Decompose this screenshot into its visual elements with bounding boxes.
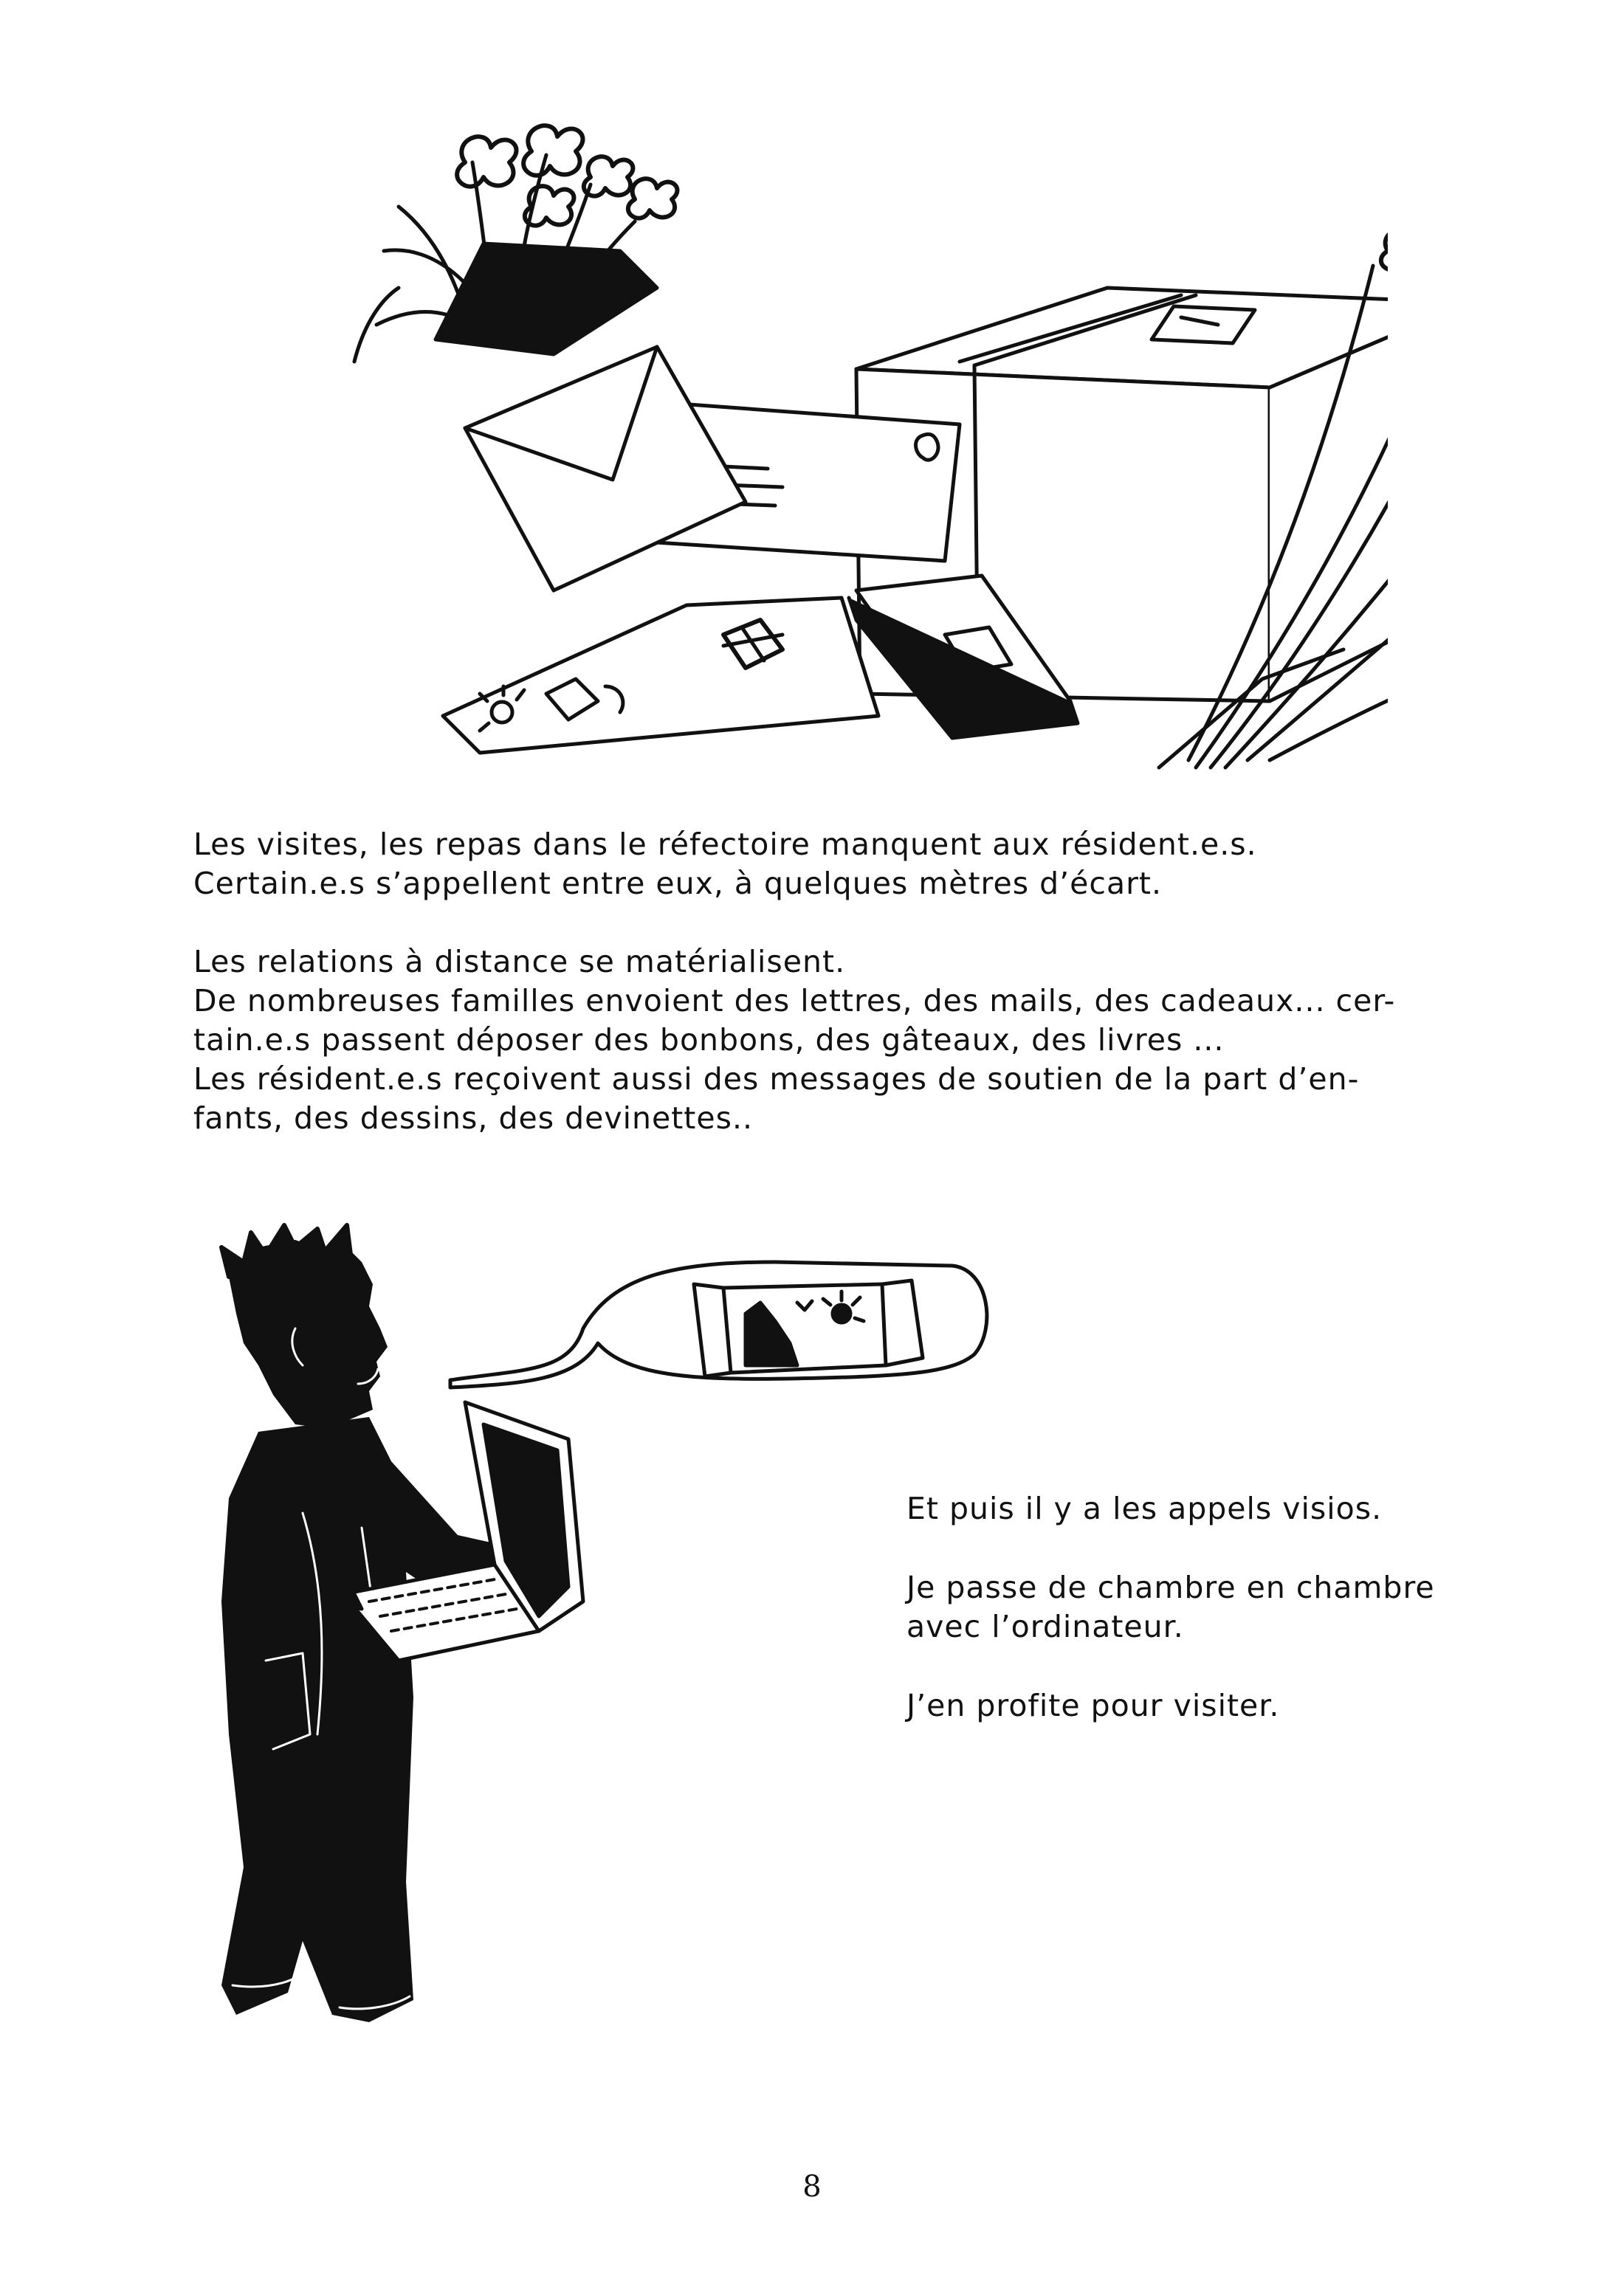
text-line: De nombreuses familles envoient des lettres, des mails, des cadeaux... cer- — [193, 983, 1396, 1018]
text-line: tain.e.s passent déposer des bonbons, des gâteaux, des livres ... — [193, 1022, 1225, 1058]
envelope — [465, 347, 746, 590]
text-line: fants, des dessins, des devinettes.. — [193, 1100, 754, 1136]
text-line: Je passe de chambre en chambre — [906, 1570, 1435, 1605]
video-call-text-block — [906, 1489, 1512, 1726]
speech-bubble — [450, 1262, 987, 1387]
man-with-laptop-illustration — [214, 1218, 997, 2074]
man-body — [221, 1417, 524, 2022]
text-line: Les visites, les repas dans le réfectoire manquent aux résident.e.s. — [193, 827, 1257, 862]
man-head — [221, 1225, 388, 1428]
text-line: Et puis il y a les appels visios. — [906, 1491, 1383, 1526]
text-line: avec l’ordinateur. — [906, 1609, 1184, 1644]
gifts-illustration — [310, 118, 1388, 797]
intro-text-block — [193, 825, 1493, 1138]
text-line: Les relations à distance se matérialisent. — [193, 944, 846, 979]
page-number: 8 — [802, 2170, 822, 2204]
text-line: J’en profite pour visiter. — [906, 1688, 1280, 1723]
drawing-card — [443, 598, 878, 753]
text-line: Les résident.e.s reçoivent aussi des messages de soutien de la part d’en- — [193, 1061, 1360, 1097]
text-line: Certain.e.s s’appellent entre eux, à quelques mètres d’écart. — [193, 866, 1163, 901]
left-bouquet — [354, 125, 677, 362]
